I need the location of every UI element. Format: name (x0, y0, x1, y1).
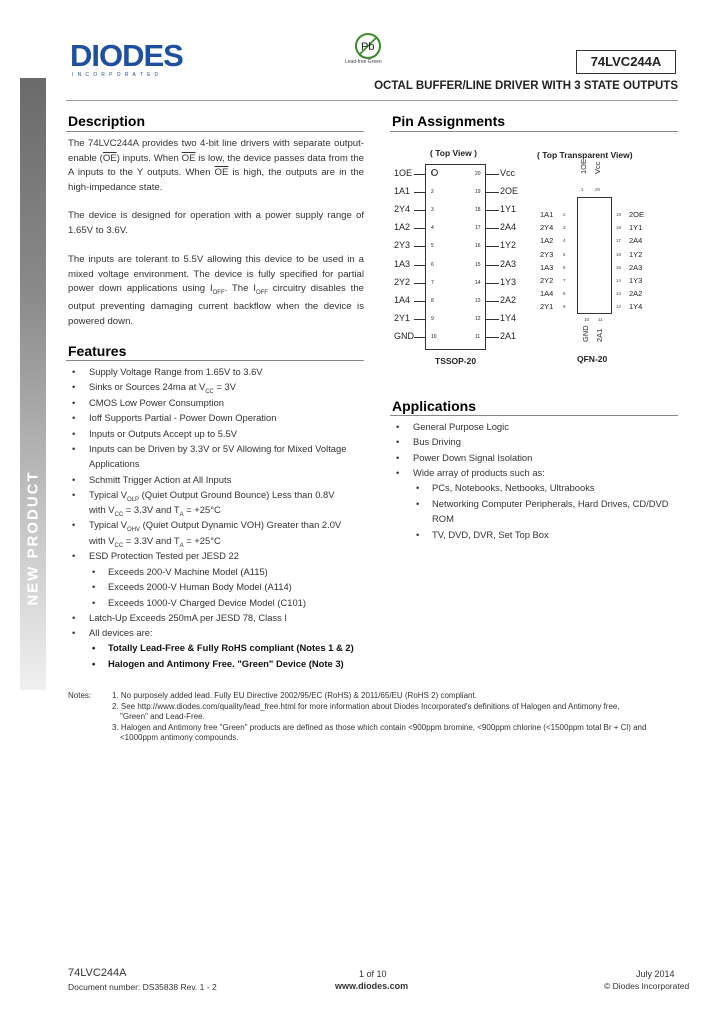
application-subitem-continued: ROM (432, 513, 454, 524)
tssop-pin-label: 1A3 (394, 258, 411, 269)
tssop-pin-lead (414, 228, 425, 229)
feature-item: • Schmitt Trigger Action at All Inputs (72, 474, 232, 485)
qfn-pin-number: 11 (598, 317, 603, 322)
qfn-pin-number: 5 (563, 251, 566, 257)
pin-assignments-heading: Pin Assignments (392, 113, 506, 129)
tssop-pin-lead (414, 246, 425, 247)
tssop-pin-lead (414, 174, 425, 175)
new-product-label: NEW PRODUCT (24, 470, 42, 606)
qfn-pin-number: 15 (616, 264, 622, 270)
note-line: "Green" and Lead-Free. (120, 712, 205, 721)
tssop-pin-label: 2A1 (500, 330, 517, 341)
qfn-pin-label: 2Y2 (540, 276, 554, 285)
tssop-pin-label: Vcc (500, 168, 516, 178)
qfn-pin-number: 6 (563, 264, 566, 270)
tssop-pin-lead (414, 283, 425, 284)
qfn-pin-number: 10 (584, 317, 590, 322)
note-line: 2. See http://www.diodes.com/quality/lead_free.html for more information about Diodes Incorporated's definitions of Halogen and Antimony free, (112, 702, 620, 711)
footer-document-number: Document number: DS35838 Rev. 1 - 2 (68, 982, 217, 992)
feature-subitem: • Exceeds 2000-V Human Body Model (A114) (92, 581, 292, 592)
footer-copyright: © Diodes Incorporated (604, 981, 690, 991)
tssop-pin-label: GND (394, 330, 414, 341)
tssop-pin-number: 11 (475, 333, 481, 340)
tssop-pin-number: 12 (475, 315, 481, 322)
tssop-pin-lead (486, 192, 499, 193)
tssop-pin-number: 17 (475, 225, 481, 232)
qfn-pin-label: 2OE (629, 210, 645, 219)
tssop-pin-lead (486, 319, 499, 320)
footer-date: July 2014 (636, 969, 675, 979)
tssop-pin-label: 2Y3 (394, 240, 411, 251)
qfn-package-label: QFN-20 (577, 354, 608, 364)
footer-part-number: 74LVC244A (68, 967, 127, 979)
tssop-pin-lead (486, 210, 499, 211)
tssop-pin-lead (486, 265, 499, 266)
application-item: • Bus Driving (396, 436, 461, 447)
feature-item-continued: with $V_{CC} = 3.3V$ and $T_A = +25^\circ C$ (89, 504, 221, 518)
tssop-pin-number: 18 (475, 207, 481, 214)
note-line: 3. Halogen and Antimony free "Green" products are defined as those which contain <900ppm bromine, <900ppm chlorine (<1500ppm total Br + Cl) and (112, 723, 647, 732)
tssop-pin-label: 1Y4 (500, 312, 517, 323)
tssop-pin-number: 10 (431, 333, 437, 340)
tssop-pin-label: 2Y1 (394, 312, 411, 323)
feature-subitem: • Halogen and Antimony Free. "Green" Device (Note 3) (92, 658, 344, 669)
qfn-pin-number: 7 (563, 278, 566, 283)
tssop-pin-label: 1A2 (394, 222, 411, 233)
qfn-pin-label: 1Y1 (629, 223, 643, 233)
features-rule (66, 360, 364, 361)
qfn-pin-number: 14 (616, 278, 622, 283)
qfn-pin-label: 2A4 (629, 236, 643, 246)
tssop-pin-number: 2 (431, 189, 434, 196)
qfn-pin-label: 1A1 (540, 210, 554, 219)
notes-label: Notes: (68, 691, 92, 700)
tssop-package-label: TSSOP-20 (435, 356, 477, 366)
description-paragraph-2: The device is designed for operation with a power supply range of 1.65V to 3.6V. (68, 210, 364, 236)
tssop-pin-number: 13 (475, 297, 481, 304)
qfn-pin-label: 1Y2 (629, 249, 643, 259)
description-paragraph-1: The 74LVC244A provides two 4-bit line drivers with separate output-enable $(\overline{OE})$ inputs. When $\overline{OE}$ is low, the device passes data from the A inputs to the Y outputs. When $\overline{OE}$ is high, the outputs are in the high-impedance state. (68, 138, 364, 193)
qfn-view-label: ( Top Transparent View) (537, 150, 633, 160)
tssop-pin-label: 2A2 (500, 294, 517, 305)
qfn-pin-label: 1Y3 (629, 276, 643, 285)
feature-item: • Typical $V_{OHV}$ (Quiet Output Dynamic VOH) Greater than 2.0V (72, 519, 342, 533)
feature-item: • Sinks or Sources 24ma at $V_{CC} = 3V$ (72, 381, 237, 395)
qfn-pin-label: 1A2 (540, 236, 554, 246)
application-item: • Wide array of products such as: (396, 467, 545, 478)
qfn-pin-number: 13 (616, 291, 622, 297)
tssop-pin-lead (486, 283, 499, 284)
qfn-pin-number: 16 (616, 251, 622, 257)
tssop-pin-lead (414, 301, 425, 302)
application-subitem: • TV, DVD, DVR, Set Top Box (416, 529, 549, 540)
feature-item: • Latch-Up Exceeds 250mA per JESD 78, Class I (72, 612, 288, 623)
tssop-pin-number: 7 (431, 279, 434, 286)
qfn-package-body (577, 197, 612, 314)
feature-item: • Ioff Supports Partial - Power Down Operation (72, 412, 277, 423)
feature-item-continued: Applications (89, 458, 140, 469)
qfn-pin-label: 1A3 (540, 262, 554, 272)
footer-page-number: 1 of 10 (359, 969, 387, 979)
badge-caption: Lead-free Green (345, 59, 382, 65)
tssop-pin-number: 6 (431, 261, 434, 268)
tssop-pin-number: 16 (475, 243, 481, 250)
tssop-pin-lead (486, 246, 499, 247)
tssop-pin-label: 1OE (394, 168, 413, 178)
features-heading: Features (68, 343, 127, 359)
qfn-pin-label: 1A4 (540, 289, 554, 299)
qfn-pin-number: 2 (563, 212, 566, 217)
tssop-pin-label: 2Y4 (394, 204, 411, 215)
qfn-pin-label: 1Y4 (629, 302, 643, 312)
qfn-pin-label: Vcc (593, 161, 602, 174)
note-line: 1. No purposely added lead. Fully EU Directive 2002/95/EC (RoHS) & 2011/65/EU (RoHS 2) compliant. (112, 691, 477, 700)
feature-item: • Supply Voltage Range from 1.65V to 3.6V (72, 366, 263, 377)
applications-heading: Applications (392, 398, 477, 414)
lead-free-badge-icon (354, 32, 382, 60)
qfn-pin-label: 2Y3 (540, 249, 554, 259)
diodes-logo: DIODES (70, 38, 183, 73)
pin-assignments-rule (390, 131, 678, 132)
tssop-pin-label: 1Y2 (500, 240, 517, 251)
feature-subitem: • Exceeds 200-V Machine Model (A115) (92, 566, 268, 577)
qfn-pin-label: 2A1 (595, 328, 604, 342)
logo-subtitle: INCORPORATED (72, 72, 163, 78)
tssop-pin-lead (486, 174, 499, 175)
qfn-pin-label: 1OE (579, 158, 588, 174)
qfn-pin-number: 1 (581, 187, 584, 192)
tssop-pin-lead (486, 228, 499, 229)
applications-rule (390, 415, 678, 416)
header-rule (66, 100, 678, 101)
note-line: <1000ppm antimony compounds. (120, 733, 239, 742)
application-item: • Power Down Signal Isolation (396, 452, 533, 463)
qfn-pin-label: 2Y4 (540, 223, 554, 233)
qfn-pin-label: 2A3 (629, 262, 643, 272)
application-subitem: • PCs, Notebooks, Netbooks, Ultrabooks (416, 482, 595, 493)
tssop-pin-label: 1A1 (394, 186, 411, 197)
tssop-pin-number: 4 (431, 225, 434, 232)
tssop-pin-lead (414, 265, 425, 266)
feature-subitem: • Totally Lead-Free & Fully RoHS compliant (Notes 1 & 2) (92, 642, 354, 653)
tssop-pin-number: 3 (431, 207, 434, 214)
qfn-pin-label: GND (581, 325, 590, 342)
side-band (20, 78, 46, 690)
tssop-pin-lead (414, 319, 425, 320)
tssop-pin-number: 19 (475, 189, 481, 196)
feature-subitem: • Exceeds 1000-V Charged Device Model (C101) (92, 597, 307, 608)
tssop-pin-label: 2Y2 (394, 276, 411, 287)
qfn-pin-number: 9 (563, 304, 566, 310)
feature-item: • ESD Protection Tested per JESD 22 (72, 550, 239, 561)
tssop-pin-number: 9 (431, 315, 434, 322)
tssop-pin-lead (486, 337, 499, 338)
tssop-pin-number: 14 (475, 279, 481, 286)
qfn-pin-number: 4 (563, 238, 566, 244)
qfn-pin-number: 20 (595, 187, 601, 192)
qfn-pin-number: 19 (616, 212, 622, 217)
application-item: • General Purpose Logic (396, 421, 509, 432)
document-title: OCTAL BUFFER/LINE DRIVER WITH 3 STATE OUTPUTS (374, 80, 678, 92)
qfn-pin-number: 3 (563, 225, 566, 231)
footer-website-link[interactable]: www.diodes.com (335, 981, 409, 991)
application-subitem: • Networking Computer Peripherals, Hard Drives, CD/DVD (416, 498, 669, 509)
tssop-pin-label: 1A4 (394, 294, 411, 305)
description-paragraph-3: The inputs are tolerant to 5.5V allowing this device to be used in a mixed voltage environment. The device is fully specified for partial power down applications using $I_{OFF}$. The $I_{OFF}$ circuitry disables the output preventing damaging current backflow when the device is powered down. (68, 254, 365, 327)
feature-item: • Inputs or Outputs Accept up to 5.5V (72, 428, 238, 439)
tssop-pin-lead (414, 337, 425, 338)
feature-item: • All devices are: (72, 627, 153, 638)
tssop-pin-number: 15 (475, 261, 481, 268)
tssop-pin-number: 5 (431, 243, 434, 250)
feature-item: • Typical $V_{OLP}$ (Quiet Output Ground Bounce) Less than 0.8V (72, 489, 335, 503)
tssop-pin-number: 8 (431, 297, 434, 304)
tssop-pin-lead (414, 192, 425, 193)
tssop-pin-number: 20 (475, 171, 481, 177)
description-rule (66, 131, 364, 132)
feature-item-continued: with $V_{CC} = 3.3V$ and $T_A = +25^\circ C$ (89, 535, 221, 549)
tssop-pin-label: 2A4 (500, 222, 517, 233)
tssop-pin-label: 1Y1 (500, 204, 517, 215)
tssop-pin-label: 2OE (500, 186, 519, 197)
badge-letters: Pb (361, 41, 375, 53)
qfn-pin-label: 2A2 (629, 289, 643, 299)
qfn-pin-number: 12 (616, 304, 622, 310)
tssop-pin-lead (414, 210, 425, 211)
feature-item: • Inputs can be Driven by 3.3V or 5V Allowing for Mixed Voltage (72, 443, 347, 454)
part-number-box: 74LVC244A (576, 50, 676, 74)
tssop-view-label: ( Top View ) (430, 148, 477, 158)
qfn-pin-label: 2Y1 (540, 302, 554, 312)
qfn-pin-number: 17 (616, 238, 622, 244)
tssop-pin-label: 1Y3 (500, 276, 517, 287)
tssop-pin-lead (486, 301, 499, 302)
tssop-pin-label: 2A3 (500, 258, 517, 269)
tssop-pin-number: 1 (431, 171, 434, 177)
feature-item: • CMOS Low Power Consumption (72, 397, 224, 408)
description-heading: Description (68, 113, 146, 129)
qfn-pin-number: 8 (563, 291, 566, 297)
qfn-pin-number: 18 (616, 225, 622, 231)
